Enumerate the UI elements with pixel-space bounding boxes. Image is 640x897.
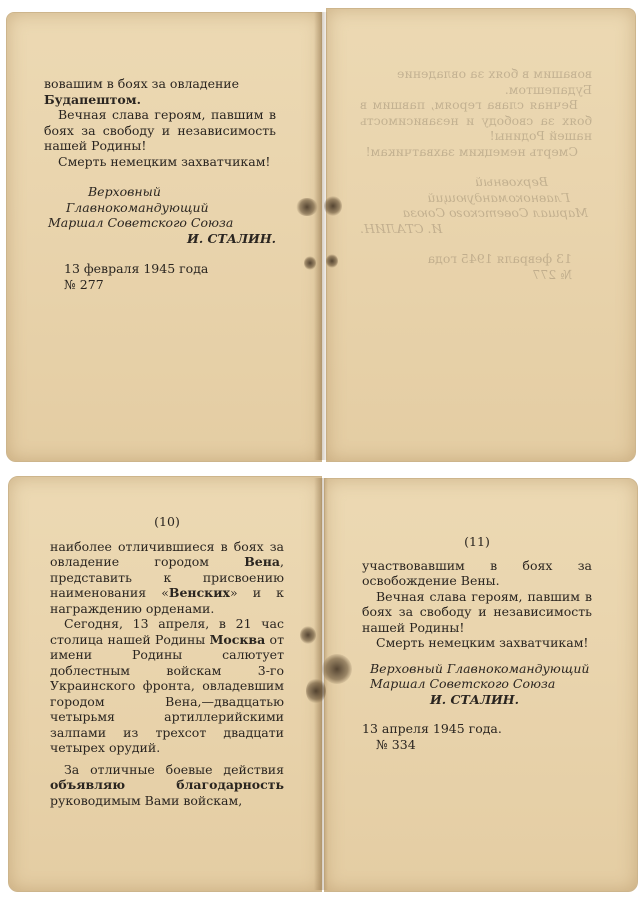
text-line: вовашим в боях за овладение xyxy=(44,76,240,91)
stain xyxy=(306,678,326,704)
text-run: , представить к присвоению наименования « xyxy=(50,554,284,600)
glory-line: Вечная слава героям, павшим в боях за свободу и независимость нашей Родины! xyxy=(44,107,276,153)
stain xyxy=(326,254,338,268)
text-run: от имени Родины салютует доблестным войскам 3-го Украинского фронта, овладевшим городом Вена,—двадцатью четырьмя артиллерийскими залпами из трехсот двадцати четырех орудий. xyxy=(50,631,284,755)
bleed-line: Маршал Советского Союза xyxy=(402,205,588,220)
signature-block xyxy=(44,184,276,246)
stain xyxy=(324,196,342,216)
page-number: (10) xyxy=(154,514,180,529)
text-run: наиболее отличившиеся в боях за овладение городом xyxy=(50,538,284,569)
death-line: Смерть немецким захватчикам! xyxy=(58,153,271,169)
text-run: За отличные боевые действия xyxy=(64,761,284,777)
text-run: руководимым Вами войскам, xyxy=(50,792,243,808)
page-text xyxy=(44,76,276,292)
bleed-line: Верховный xyxy=(475,174,548,189)
stain xyxy=(296,198,318,216)
text-paragraph xyxy=(50,539,284,617)
city-name: Вена xyxy=(244,554,281,569)
bottom-spread xyxy=(0,466,640,897)
bleed-line: Вечная слава героям, павшим в боях за свободу и независимость нашей Родины! xyxy=(360,97,592,143)
honorific-name: Венских xyxy=(168,585,230,600)
bleed-line: Главнокомандующий xyxy=(427,189,570,205)
city-name: Москва xyxy=(209,631,266,647)
book-gutter xyxy=(314,12,328,460)
sig-name: И. СТАЛИН. xyxy=(430,691,519,707)
bleed-signature xyxy=(360,174,592,236)
bleed-line: Смерть немецким захватчикам! xyxy=(365,143,578,159)
death-line: Смерть немецким захватчикам! xyxy=(376,635,589,650)
sig-line: Главнокомандующий xyxy=(66,199,209,215)
stain xyxy=(322,654,352,684)
sig-line: Верховный Главнокомандующий Маршал Советского Союза xyxy=(370,660,590,691)
text-run: » и к награждению орденами. xyxy=(50,585,284,616)
sig-line: Маршал Советского Союза xyxy=(48,215,234,230)
bleed-line: Будапештом. xyxy=(504,81,592,97)
page-text xyxy=(50,514,284,808)
bleed-line: И. СТАЛИН. xyxy=(360,220,443,236)
bleed-through-text xyxy=(360,66,592,282)
glory-line: Вечная слава героям, павшим в боях за свободу и независимость нашей Родины! xyxy=(362,588,592,635)
text-paragraph xyxy=(50,616,284,756)
bleed-line: № 277 xyxy=(532,266,572,282)
order-number: № 334 xyxy=(376,736,416,752)
gratitude-phrase: объявляю благодарность xyxy=(50,777,284,792)
page-number: (11) xyxy=(464,534,490,549)
order-number: № 277 xyxy=(64,276,104,292)
sig-line: Верховный xyxy=(88,184,161,199)
bleed-line: вовашим в боях за овладение xyxy=(396,66,592,81)
bleed-line: 13 февраля 1945 года xyxy=(427,251,572,266)
text-paragraph xyxy=(50,762,284,809)
signature-block xyxy=(362,661,592,708)
city-name: Будапештом. xyxy=(44,91,141,107)
text-line: участвовавшим в боях за освобождение Вены. xyxy=(362,557,592,588)
stain xyxy=(300,626,316,644)
page-text xyxy=(362,534,592,752)
order-date: 13 апреля 1945 года. xyxy=(362,721,502,736)
text-run: Сегодня, 13 апреля, в 21 час столица нашей Родины xyxy=(50,616,284,647)
order-date: 13 февраля 1945 года xyxy=(64,261,209,276)
stain xyxy=(304,256,316,270)
sig-name: И. СТАЛИН. xyxy=(187,230,276,246)
